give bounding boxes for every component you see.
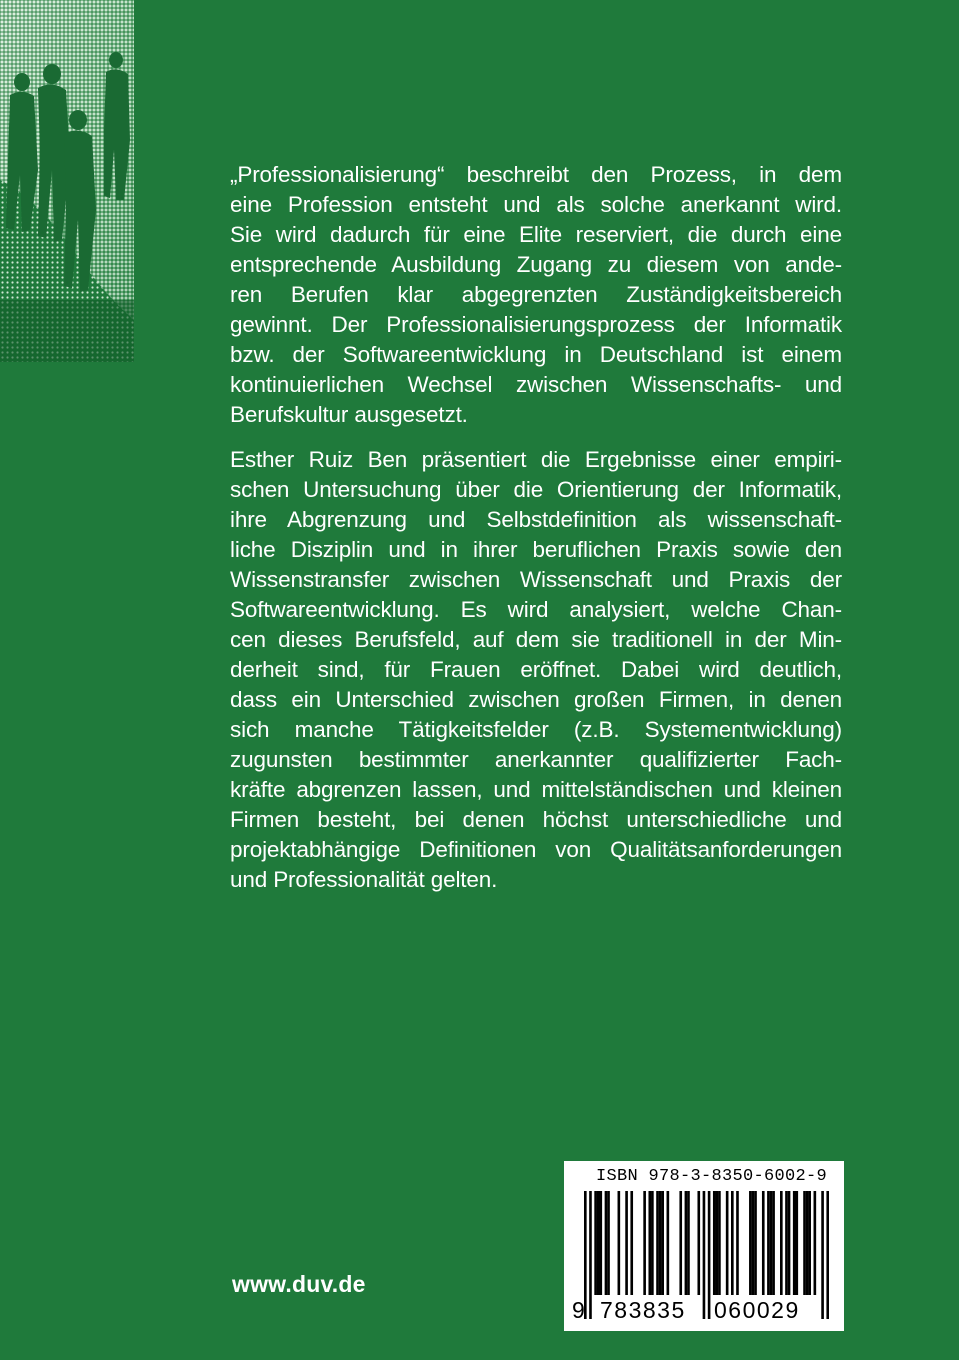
ean-right-digits: 060029 <box>714 1297 800 1323</box>
blurb-line: kontinuierlichen Wechsel zwischen Wissenschafts- und <box>230 372 842 397</box>
barcode-bar <box>618 1191 621 1295</box>
barcode-bar <box>718 1191 721 1295</box>
barcode-bar <box>716 1191 719 1295</box>
barcode-bar <box>788 1191 791 1295</box>
publisher-url[interactable]: www.duv.de <box>232 1271 366 1297</box>
barcode-bar <box>625 1191 628 1295</box>
barcode-bar <box>643 1191 646 1295</box>
blurb-line: dass ein Unterschied zwischen großen Firmen, in denen <box>230 687 842 712</box>
blurb-line: Sie wird dadurch für eine Elite reserviert, die durch eine <box>230 222 842 247</box>
blurb-line: eine Profession entsteht und als solche anerkannt wird. <box>230 192 842 217</box>
barcode-bar <box>726 1191 729 1295</box>
barcode-bar <box>679 1191 682 1295</box>
blurb-line: kräfte abgrenzen lassen, und mittelständischen und kleinen <box>230 777 842 802</box>
blurb-line: ren Berufen klar abgegrenzten Zuständigkeitsbereich <box>230 282 842 307</box>
barcode-bar <box>803 1191 806 1295</box>
blurb-line: entsprechende Ausbildung Zugang zu diesem von ande- <box>230 252 842 277</box>
barcode-bar <box>736 1191 739 1295</box>
barcode-bar <box>754 1191 757 1295</box>
blurb-paragraph-2 <box>230 445 842 895</box>
ean-first-digit: 9 <box>572 1297 585 1323</box>
blurb-line: Wissenstransfer zwischen Wissenschaft und Praxis der <box>230 567 842 592</box>
barcode-bar <box>656 1191 659 1295</box>
barcode-bar <box>594 1191 597 1295</box>
barcode-bar <box>597 1191 600 1295</box>
blurb-line: und Professionalität gelten. <box>230 867 498 892</box>
barcode-bar <box>793 1191 796 1295</box>
barcode-bar <box>808 1191 811 1295</box>
barcode-bar <box>772 1191 775 1295</box>
barcode-bar <box>605 1191 608 1295</box>
barcode-bar <box>731 1191 734 1295</box>
cover-photo-strip <box>0 0 134 362</box>
barcode-bar <box>770 1191 773 1295</box>
ean-left-digits: 783835 <box>600 1297 686 1323</box>
barcode-bar <box>687 1191 690 1295</box>
barcode-bar <box>648 1191 651 1295</box>
blurb-line: Softwareentwicklung. Es wird analysiert, welche Chan- <box>230 597 842 622</box>
barcode-guard-bar <box>826 1191 829 1319</box>
blurb-text <box>230 160 842 895</box>
blurb-line: schen Untersuchung über die Orientierung der Informatik, <box>230 477 842 502</box>
barcode-bar <box>749 1191 752 1295</box>
barcode-bar <box>667 1191 670 1295</box>
barcode-bar <box>752 1191 755 1295</box>
barcode-bar <box>685 1191 688 1295</box>
barcode-bar <box>659 1191 662 1295</box>
blurb-line: zugunsten bestimmter anerkannter qualifizierter Fach- <box>230 747 842 772</box>
barcode-bar <box>661 1191 664 1295</box>
barcode-bar <box>767 1191 770 1295</box>
barcode-bar <box>599 1191 602 1295</box>
barcode-bar <box>697 1191 700 1295</box>
barcode-bar <box>785 1191 788 1295</box>
barcode-guard-bar <box>821 1191 824 1319</box>
people-walking-halftone-icon <box>0 0 134 362</box>
blurb-line: Esther Ruiz Ben präsentiert die Ergebnisse einer empiri- <box>230 447 842 472</box>
blurb-paragraph-1 <box>230 160 842 430</box>
barcode-bar <box>806 1191 809 1295</box>
blurb-line: cen dieses Berufsfeld, auf dem sie traditionell in der Min- <box>230 627 842 652</box>
blurb-line: „Professionalisierung“ beschreibt den Prozess, in dem <box>230 162 842 187</box>
isbn-label: ISBN 978-3-8350-6002-9 <box>596 1167 828 1186</box>
blurb-line: bzw. der Softwareentwicklung in Deutschland ist einem <box>230 342 842 367</box>
blurb-line: ihre Abgrenzung und Selbstdefinition als wissenschaft- <box>230 507 842 532</box>
barcode-bar <box>762 1191 765 1295</box>
blurb-line: Berufskultur ausgesetzt. <box>230 402 468 427</box>
blurb-line: gewinnt. Der Professionalisierungsprozess der Informatik <box>230 312 842 337</box>
barcode-bar <box>780 1191 783 1295</box>
barcode-guard-bar <box>589 1191 592 1319</box>
isbn-barcode <box>564 1161 844 1331</box>
barcode-guard-bar <box>703 1191 706 1319</box>
barcode-bar <box>651 1191 654 1295</box>
barcode-bar <box>814 1191 817 1295</box>
blurb-line: projektabhängige Definitionen von Qualitätsanforderungen <box>230 837 842 862</box>
barcode-bar <box>795 1191 798 1295</box>
barcode-bar <box>630 1191 633 1295</box>
blurb-line: Firmen besteht, bei denen höchst unterschiedliche und <box>230 807 842 832</box>
blurb-line: liche Disziplin und in ihrer beruflichen Praxis sowie den <box>230 537 842 562</box>
barcode-guard-bar <box>708 1191 711 1319</box>
blurb-line: derheit sind, für Frauen eröffnet. Dabei wird deutlich, <box>230 657 842 682</box>
barcode-bar <box>713 1191 716 1295</box>
barcode-bar <box>607 1191 610 1295</box>
blurb-line: sich manche Tätigkeitsfelder (z.B. Systementwicklung) <box>230 717 842 742</box>
